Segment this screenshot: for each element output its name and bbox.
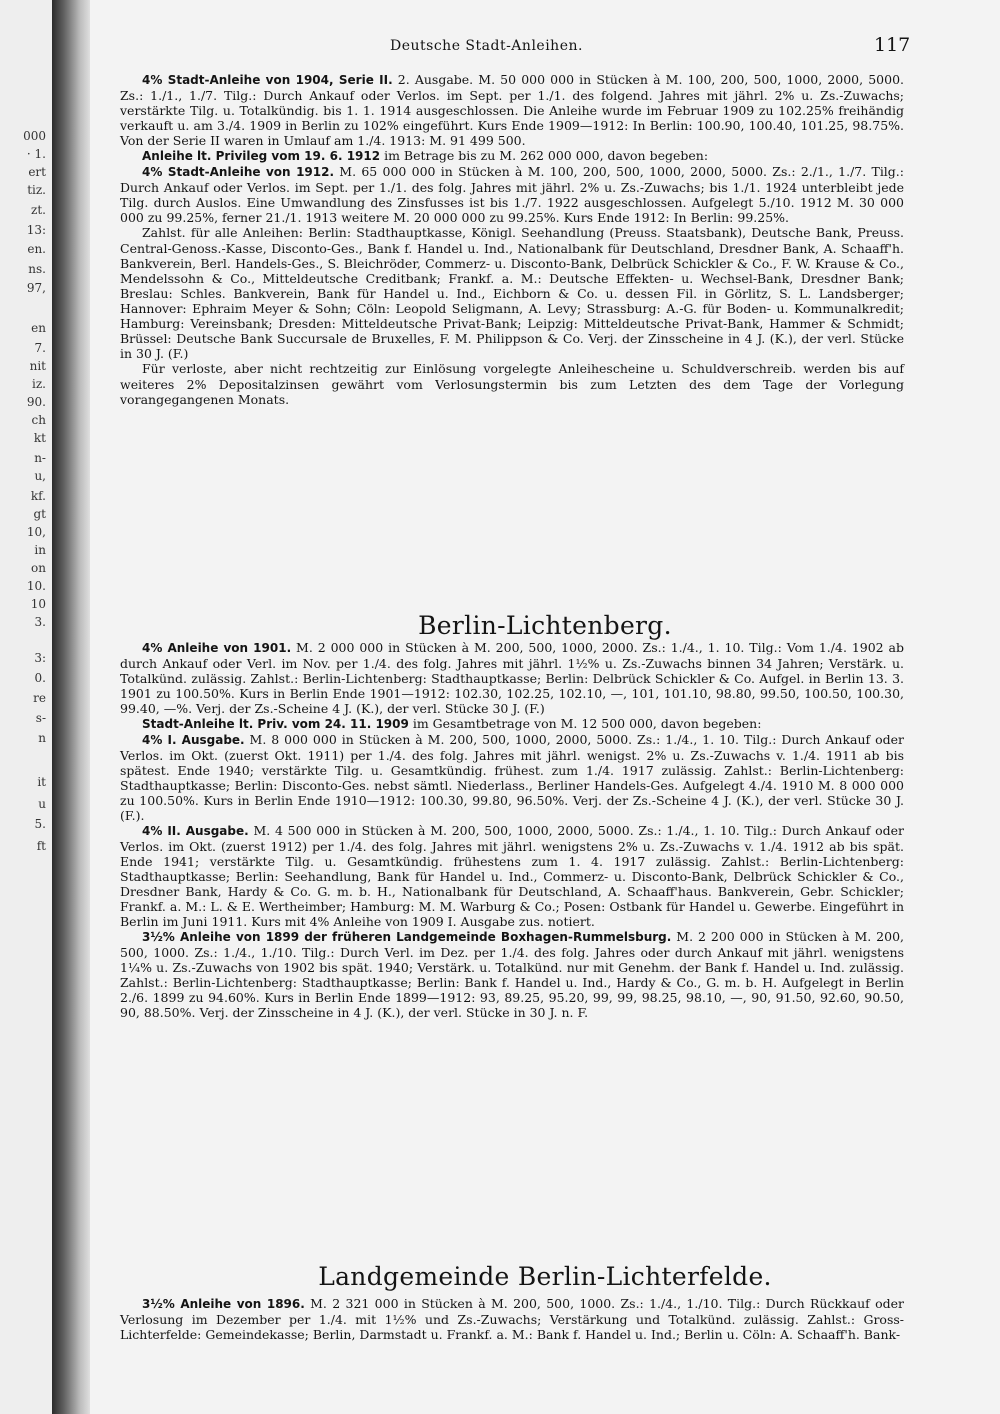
margin-fragment: in xyxy=(34,543,46,557)
margin-fragment: 000 xyxy=(23,129,46,143)
page-number: 117 xyxy=(874,34,911,56)
margin-fragment: nit xyxy=(29,359,46,373)
entry-paragraph: 4% Stadt-Anleihe von 1904, Serie II. 2. Ausgabe. M. 50 000 000 in Stücken à M. 100, 200, 500, 1000, 2000, 5000. Zs.: 1./1., 1./7. Tilg.: Durch Ankauf oder Verlos. im Sept. per 1./1. des folgend. Jahres mit jährl. 2% u. Zs.-Zuwachs; verstärkte Tilg. u. Totalkündig. bis 1. 1. 1914 ausgeschlossen. Die Anleihe wurde im Februar 1909 zu 102.25% freihändig verkauft u. am 3./4. 1909 in Berlin zu 102% eingeführt. Kurs Ende 1909—1912: In Berlin: 100.90, 100.40, 101.25, 98.75%. Von der Serie II waren in Umlauf am 1./4. 1913: M. 91 499 500. xyxy=(120,72,905,148)
margin-fragment: u, xyxy=(34,469,46,483)
margin-fragment: s- xyxy=(35,711,46,725)
margin-fragment: u xyxy=(38,797,46,811)
section-heading: Landgemeinde Berlin-Lichterfelde. xyxy=(318,1262,772,1291)
entry-paragraph: Anleihe lt. Privileg vom 19. 6. 1912 im Betrage bis zu M. 262 000 000, davon begeben: xyxy=(142,148,709,163)
entry-paragraph: Zahlst. für alle Anleihen: Berlin: Stadthauptkasse, Königl. Seehandlung (Preuss. Staatsbank), Deutsche Bank, Preuss. Central-Genoss.-Kasse, Disconto-Ges., Bank f. Handel u. Ind., Nationalbank für Deutschland, Dresdner Bank, A. Schaaff'h. Bankverein, Berl. Handels-Ges., S. Bleichröder, Commerz- u. Disconto-Bank, Delbrück Schickler & Co., F. W. Krause & Co., Mendelssohn & Co., Mitteldeutsche Creditbank; Frankf. a. M.: Deutsche Effekten- u. Wechsel-Bank, Dresdner Bank; Breslau: Schles. Bankverein, Bank für Handel u. Ind., Eichborn & Co. u. dessen Fil. in Görlitz, S. L. Landsberger; Hannover: Ephraim Meyer & Sohn; Cöln: Leopold Seligmann, A. Levy; Strassburg: A.-G. für Boden- u. Kommunalkredit; Hamburg: Vereinsbank; Dresden: Mitteldeutsche Privat-Bank; Leipzig: Mitteldeutsche Privat-Bank, Hammer & Schmidt; Brüssel: Deutsche Bank Succursale de Bruxelles, F. M. Philippson & Co. Verj. der Zinsscheine in 4 J. (K.), der verl. Stücke in 30 J. (F.) xyxy=(120,225,904,361)
margin-fragment: · 1. xyxy=(26,147,46,161)
margin-fragment: en. xyxy=(27,242,46,256)
entry-paragraph: Stadt-Anleihe lt. Priv. vom 24. 11. 1909 im Gesamtbetrage von M. 12 500 000, davon begeben: xyxy=(142,716,762,731)
margin-fragment: 3: xyxy=(34,651,46,665)
entry-paragraph: 4% I. Ausgabe. M. 8 000 000 in Stücken à M. 200, 500, 1000, 2000, 5000. Zs.: 1./4., 1. 10. Tilg.: Durch Ankauf oder Verlos. im Okt. (zuerst Okt. 1911) per 1./4. des folg. Jahres mit jährl. wenigst. 2% u. Zs.-Zuwachs v. 1./4. 1911 ab bis spätest. Ende 1940; verstärkte Tilg. u. Gesamtkündig. frühest. zum 1./4. 1917 zulässig. Zahlst.: Berlin-Lichtenberg: Stadthauptkasse; Berlin: Disconto-Ges. nebst sämtl. Niederlass., Berliner Handels-Ges. Aufgelegt 4./4. 1910 M. 8 000 000 zu 100.50%. Kurs in Berlin Ende 1910—1912: 100.30, 99.80, 96.50%. Verj. der Zs.-Scheine 4 J. (K.), der verl. Stücke 30 J. (F.). xyxy=(120,732,905,823)
book-gutter-shadow xyxy=(52,0,92,1414)
entry-paragraph: 4% Anleihe von 1901. M. 2 000 000 in Stücken à M. 200, 500, 1000, 2000. Zs.: 1./4., 1. 10. Tilg.: Vom 1./4. 1902 ab durch Ankauf oder Verl. im Nov. per 1./4. des folg. Jahres mit jährl. 1½% u. Zs.-Zuwachs binnen 34 Jahren; Verstärk. u. Totalkünd. zulässig. Zahlst.: Berlin-Lichtenberg: Stadthauptkasse; Berlin: Delbrück Schickler & Co. Aufgel. in Berlin 13. 3. 1901 zu 100.50%. Kurs in Berlin Ende 1901—1912: 102.30, 102.25, 102.10, —, 101, 101.10, 98.80, 99.50, 100.50, 100.30, 99.40, —%. Verj. der Zs.-Scheine 4 J. (K.), der verl. Stücke 30 J. (F.) xyxy=(120,640,904,716)
entry-paragraph: 4% II. Ausgabe. M. 4 500 000 in Stücken à M. 200, 500, 1000, 2000, 5000. Zs.: 1./4., 1. 10. Tilg.: Durch Ankauf oder Verlos. im Okt. (zuerst 1912) per 1./4. des folg. Jahres mit jährl. wenigstens 2% u. Zs.-Zuwachs v. 1./4. 1912 ab bis spät. Ende 1941; verstärkte Tilg. u. Gesamtkündig. frühestens zum 1. 4. 1917 zulässig. Zahlst.: Berlin-Lichtenberg: Stadthauptkasse; Berlin: Seehandlung, Bank für Handel u. Ind., Commerz- u. Disconto-Bank, Delbrück Schickler & Co., Dresdner Bank, Hardy & Co. G. m. b. H., Nationalbank für Deutschland, A. Schaaff'haus. Bankverein, Gebr. Schickler; Frankf. a. M.: L. & E. Wertheimber; Hamburg: M. M. Warburg & Co.; Posen: Ostbank für Handel u. Gewerbe. Eingeführt in Berlin im Juni 1911. Kurs mit 4% Anleihe von 1909 I. Ausgabe zus. notiert. xyxy=(120,823,905,929)
margin-fragment: tiz. xyxy=(27,183,46,197)
margin-fragment: ch xyxy=(31,413,46,427)
margin-fragment: ft xyxy=(36,839,46,853)
margin-fragment: 0. xyxy=(34,671,46,685)
margin-fragment: kf. xyxy=(30,489,46,503)
book-page xyxy=(90,0,1000,1414)
adjacent-page-edge xyxy=(0,0,52,1414)
margin-fragment: it xyxy=(37,775,46,789)
margin-fragment: en xyxy=(31,321,46,335)
margin-fragment: ns. xyxy=(28,262,46,276)
section-stadt-anleihen xyxy=(120,72,904,407)
margin-fragment: re xyxy=(33,691,46,705)
margin-fragment: 5. xyxy=(34,817,46,831)
margin-fragment: zt. xyxy=(31,203,46,217)
margin-fragment: 90. xyxy=(26,395,46,409)
entry-paragraph: 4% Stadt-Anleihe von 1912. M. 65 000 000 in Stücken à M. 100, 200, 500, 1000, 2000, 5000. Zs.: 2./1., 1./7. Tilg.: Durch Ankauf oder Verlos. im Sept. per 1./1. des folg. Jahres mit jährl. 2% u. Zs.-Zuwachs; bis 1./1. 1924 unterbleibt jede Tilg. durch Auslos. Eine Umwandlung des Zinsfusses ist bis 1./7. 1922 ausgeschlossen. Aufgelegt 5./10. 1912 M. 30 000 000 zu 99.25%, ferner 21./1. 1913 weitere M. 20 000 000 zu 99.25%. Kurs Ende 1912: In Berlin: 99.25%. xyxy=(120,164,904,225)
margin-fragment: 3. xyxy=(34,615,46,629)
margin-fragment: 97, xyxy=(26,281,46,295)
margin-fragment: 13: xyxy=(26,223,46,237)
entry-paragraph: Für verloste, aber nicht rechtzeitig zur Einlösung vorgelegte Anleihescheine u. Schuldverschreib. werden bis auf weiteres 2% Depositalzinsen gewährt vom Verlosungstermin bis zum Letzten des dem Tage der Vorlegung vorangegangenen Monats. xyxy=(120,361,904,407)
margin-fragment: iz. xyxy=(32,377,46,391)
section-berlin-lichtenberg xyxy=(120,640,904,1020)
margin-fragment: 10, xyxy=(26,525,46,539)
margin-fragment: on xyxy=(31,561,46,575)
margin-fragment: 10 xyxy=(30,597,46,611)
margin-fragment: n xyxy=(38,731,46,745)
running-head: Deutsche Stadt-Anleihen. xyxy=(390,38,583,54)
margin-fragment: kt xyxy=(33,431,46,445)
margin-fragment: n- xyxy=(34,451,46,465)
section-berlin-lichterfelde xyxy=(120,1296,904,1342)
margin-fragment: 7. xyxy=(34,341,46,355)
entry-paragraph: 3½% Anleihe von 1896. M. 2 321 000 in Stücken à M. 200, 500, 1000. Zs.: 1./4., 1./10. Tilg.: Durch Rückkauf oder Verlosung im Dezember per 1./4. mit 1½% und Zs.-Zuwachs; Verstärkung und Totalkünd. zulässig. Zahlst.: Gross-Lichterfelde: Gemeindekasse; Berlin, Darmstadt u. Frankf. a. M.: Bank f. Handel u. Ind.; Berlin u. Cöln: A. Schaaff'h. Bank- xyxy=(120,1296,904,1342)
entry-paragraph: 3½% Anleihe von 1899 der früheren Landgemeinde Boxhagen-Rummelsburg. M. 2 200 000 in Stücken à M. 200, 500, 1000. Zs.: 1./4., 1./10. Tilg.: Durch Verl. im Dez. per 1./4. des folg. Jahres oder durch Ankauf mit jährl. wenigstens 1¼% u. Zs.-Zuwachs von 1902 bis spät. 1940; Verstärk. u. Totalkünd. nur mit Genehm. der Bank f. Handel u. Ind. zulässig. Zahlst.: Berlin-Lichtenberg: Stadthauptkasse; Berlin: Bank f. Handel u. Ind., Hardy & Co., G. m. b. H. Aufgelegt in Berlin 2./6. 1899 zu 94.60%. Kurs in Berlin Ende 1899—1912: 93, 89.25, 95.20, 99, 99, 98.25, 98.10, —, 90, 91.50, 92.60, 90.50, 90, 88.50%. Verj. der Zinsscheine in 4 J. (K.), der verl. Stücke in 30 J. n. F. xyxy=(120,929,905,1020)
margin-fragment: 10. xyxy=(26,579,46,593)
margin-fragment: gt xyxy=(33,507,46,521)
section-heading: Berlin-Lichtenberg. xyxy=(418,611,672,640)
margin-fragment: ert xyxy=(28,165,46,179)
